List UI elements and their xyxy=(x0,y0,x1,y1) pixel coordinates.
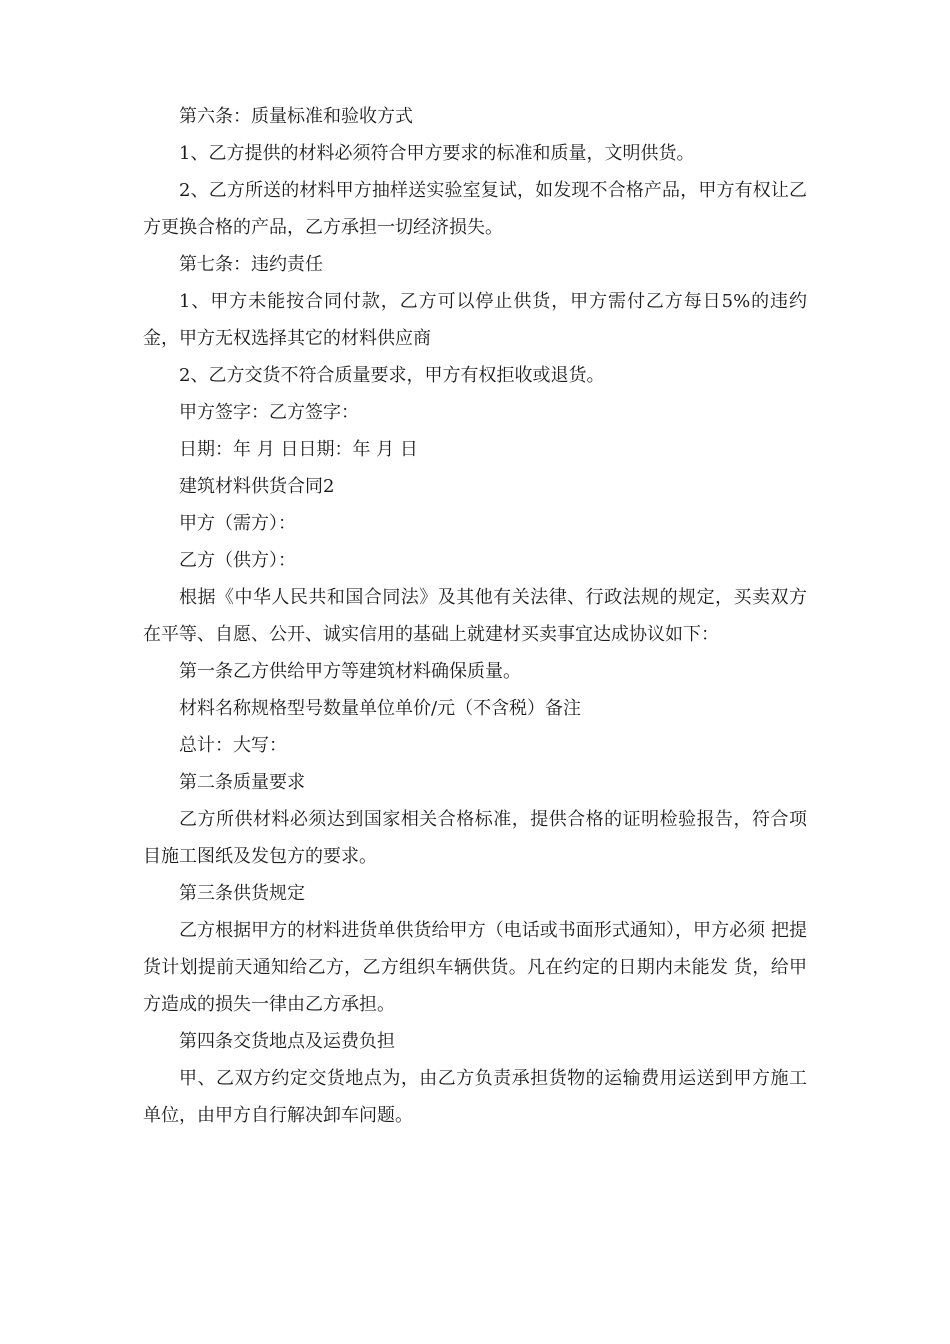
document-body xyxy=(143,98,807,1134)
article-3-heading: 第三条供货规定 xyxy=(179,883,305,904)
total-line: 总计：大写： xyxy=(179,735,287,756)
article-6-clause-1: 1、乙方提供的材料必须符合甲方要求的标准和质量，文明供货。 xyxy=(179,143,695,164)
article-7-clause-1: 1、甲方未能按合同付款，乙方可以停止供货，甲方需付乙方每日5%的违约金，甲方无权选择其它的材料供应商 xyxy=(143,291,807,349)
material-columns-line: 材料名称规格型号数量单位单价/元（不含税）备注 xyxy=(179,698,582,719)
article-6-heading: 第六条：质量标准和验收方式 xyxy=(179,106,413,127)
article-2-heading: 第二条质量要求 xyxy=(179,772,305,793)
article-7-heading: 第七条：违约责任 xyxy=(179,254,323,275)
signature-line: 甲方签字：乙方签字： xyxy=(179,402,359,423)
date-line: 日期：年 月 日日期：年 月 日 xyxy=(179,439,418,460)
article-4-paragraph: 甲、乙双方约定交货地点为，由乙方负责承担货物的运输费用运送到甲方施工单位，由甲方自行解决卸车问题。 xyxy=(143,1068,807,1126)
party-b-line: 乙方（供方）： xyxy=(179,550,296,571)
article-3-paragraph: 乙方根据甲方的材料进货单供货给甲方（电话或书面形式通知），甲方必须 把提货计划提前天通知给乙方，乙方组织车辆供货。凡在约定的日期内未能发 货，给甲方造成的损失一律由乙方承担。 xyxy=(143,920,807,1015)
article-2-paragraph: 乙方所供材料必须达到国家相关合格标准，提供合格的证明检验报告，符合项目施工图纸及发包方的要求。 xyxy=(143,809,807,867)
article-7-clause-2: 2、乙方交货不符合质量要求，甲方有权拒收或退货。 xyxy=(179,365,605,386)
preamble-paragraph: 根据《中华人民共和国合同法》及其他有关法律、行政法规的规定，买卖双方在平等、自愿、公开、诚实信用的基础上就建材买卖事宜达成协议如下： xyxy=(143,587,807,645)
contract-2-title: 建筑材料供货合同2 xyxy=(179,476,335,497)
article-1-paragraph: 第一条乙方供给甲方等建筑材料确保质量。 xyxy=(179,661,521,682)
article-4-heading: 第四条交货地点及运费负担 xyxy=(179,1031,395,1052)
article-6-clause-2: 2、乙方所送的材料甲方抽样送实验室复试，如发现不合格产品，甲方有权让乙方更换合格的产品，乙方承担一切经济损失。 xyxy=(143,180,807,238)
party-a-line: 甲方（需方）： xyxy=(179,513,296,534)
